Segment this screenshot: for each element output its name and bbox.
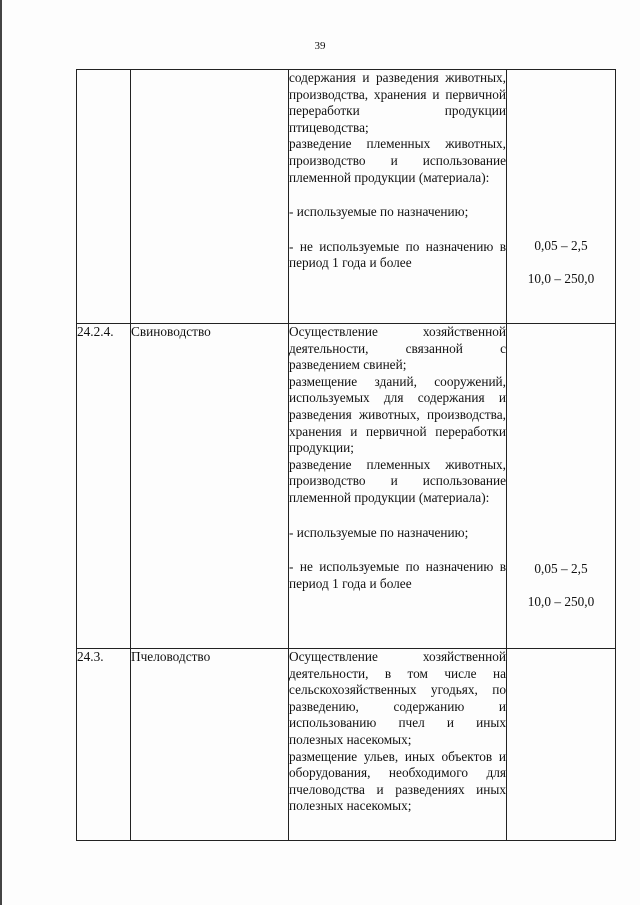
usage-item: - используемые по назначению; (289, 524, 469, 540)
description-paragraph: размещение зданий, сооружений, используемых для содержания и разведения животных, производства, хранения и первичной переработки продукции; (289, 373, 506, 456)
row-name: Свиноводство (131, 324, 289, 649)
description-paragraph: содержания и разведения животных, производства, хранения и первичной переработки продукции птицеводства; (289, 70, 506, 135)
table-row (77, 324, 616, 649)
land-use-table (76, 69, 616, 841)
value-range: 0,05 – 2,5 (534, 561, 588, 576)
row-name: Пчеловодство (131, 649, 289, 841)
row-code: 24.3. (77, 649, 131, 841)
description-paragraph: Осуществление хозяйственной деятельности, связанной с разведением свиней; (289, 324, 506, 373)
description-paragraph: Осуществление хозяйственной деятельности, в том числе на сельскохозяйственных угодьях, по разведению, содержанию и использованию пчел и иных полезных насекомых; (289, 649, 506, 747)
description-paragraph: размещение ульев, иных объектов и оборудования, необходимого для пчеловодства и разведениях иных полезных насекомых; (289, 748, 506, 814)
scan-edge (0, 0, 2, 905)
row-name (131, 70, 289, 324)
row-description (289, 70, 507, 324)
table-row (77, 70, 616, 324)
usage-item: - не используемые по назначению в период 1 года и более (289, 238, 506, 271)
description-paragraph: разведение племенных животных, производство и использование племенной продукции (материала): (289, 456, 506, 505)
table-row (77, 649, 616, 841)
row-values (507, 324, 616, 649)
value-range: 0,05 – 2,5 (534, 238, 588, 253)
row-values (507, 649, 616, 841)
description-paragraph: разведение племенных животных, производство и использование племенной продукции (материала): (289, 136, 506, 185)
page-number: 39 (314, 40, 326, 52)
usage-item: - не используемые по назначению в период 1 года и более (289, 559, 506, 591)
row-description (289, 324, 507, 649)
row-values (507, 70, 616, 324)
value-range: 10,0 – 250,0 (527, 270, 595, 286)
row-description (289, 649, 507, 841)
row-code (77, 70, 131, 324)
value-range: 10,0 – 250,0 (527, 593, 595, 609)
row-code: 24.2.4. (77, 324, 131, 649)
usage-item: - используемые по назначению; (289, 204, 469, 220)
